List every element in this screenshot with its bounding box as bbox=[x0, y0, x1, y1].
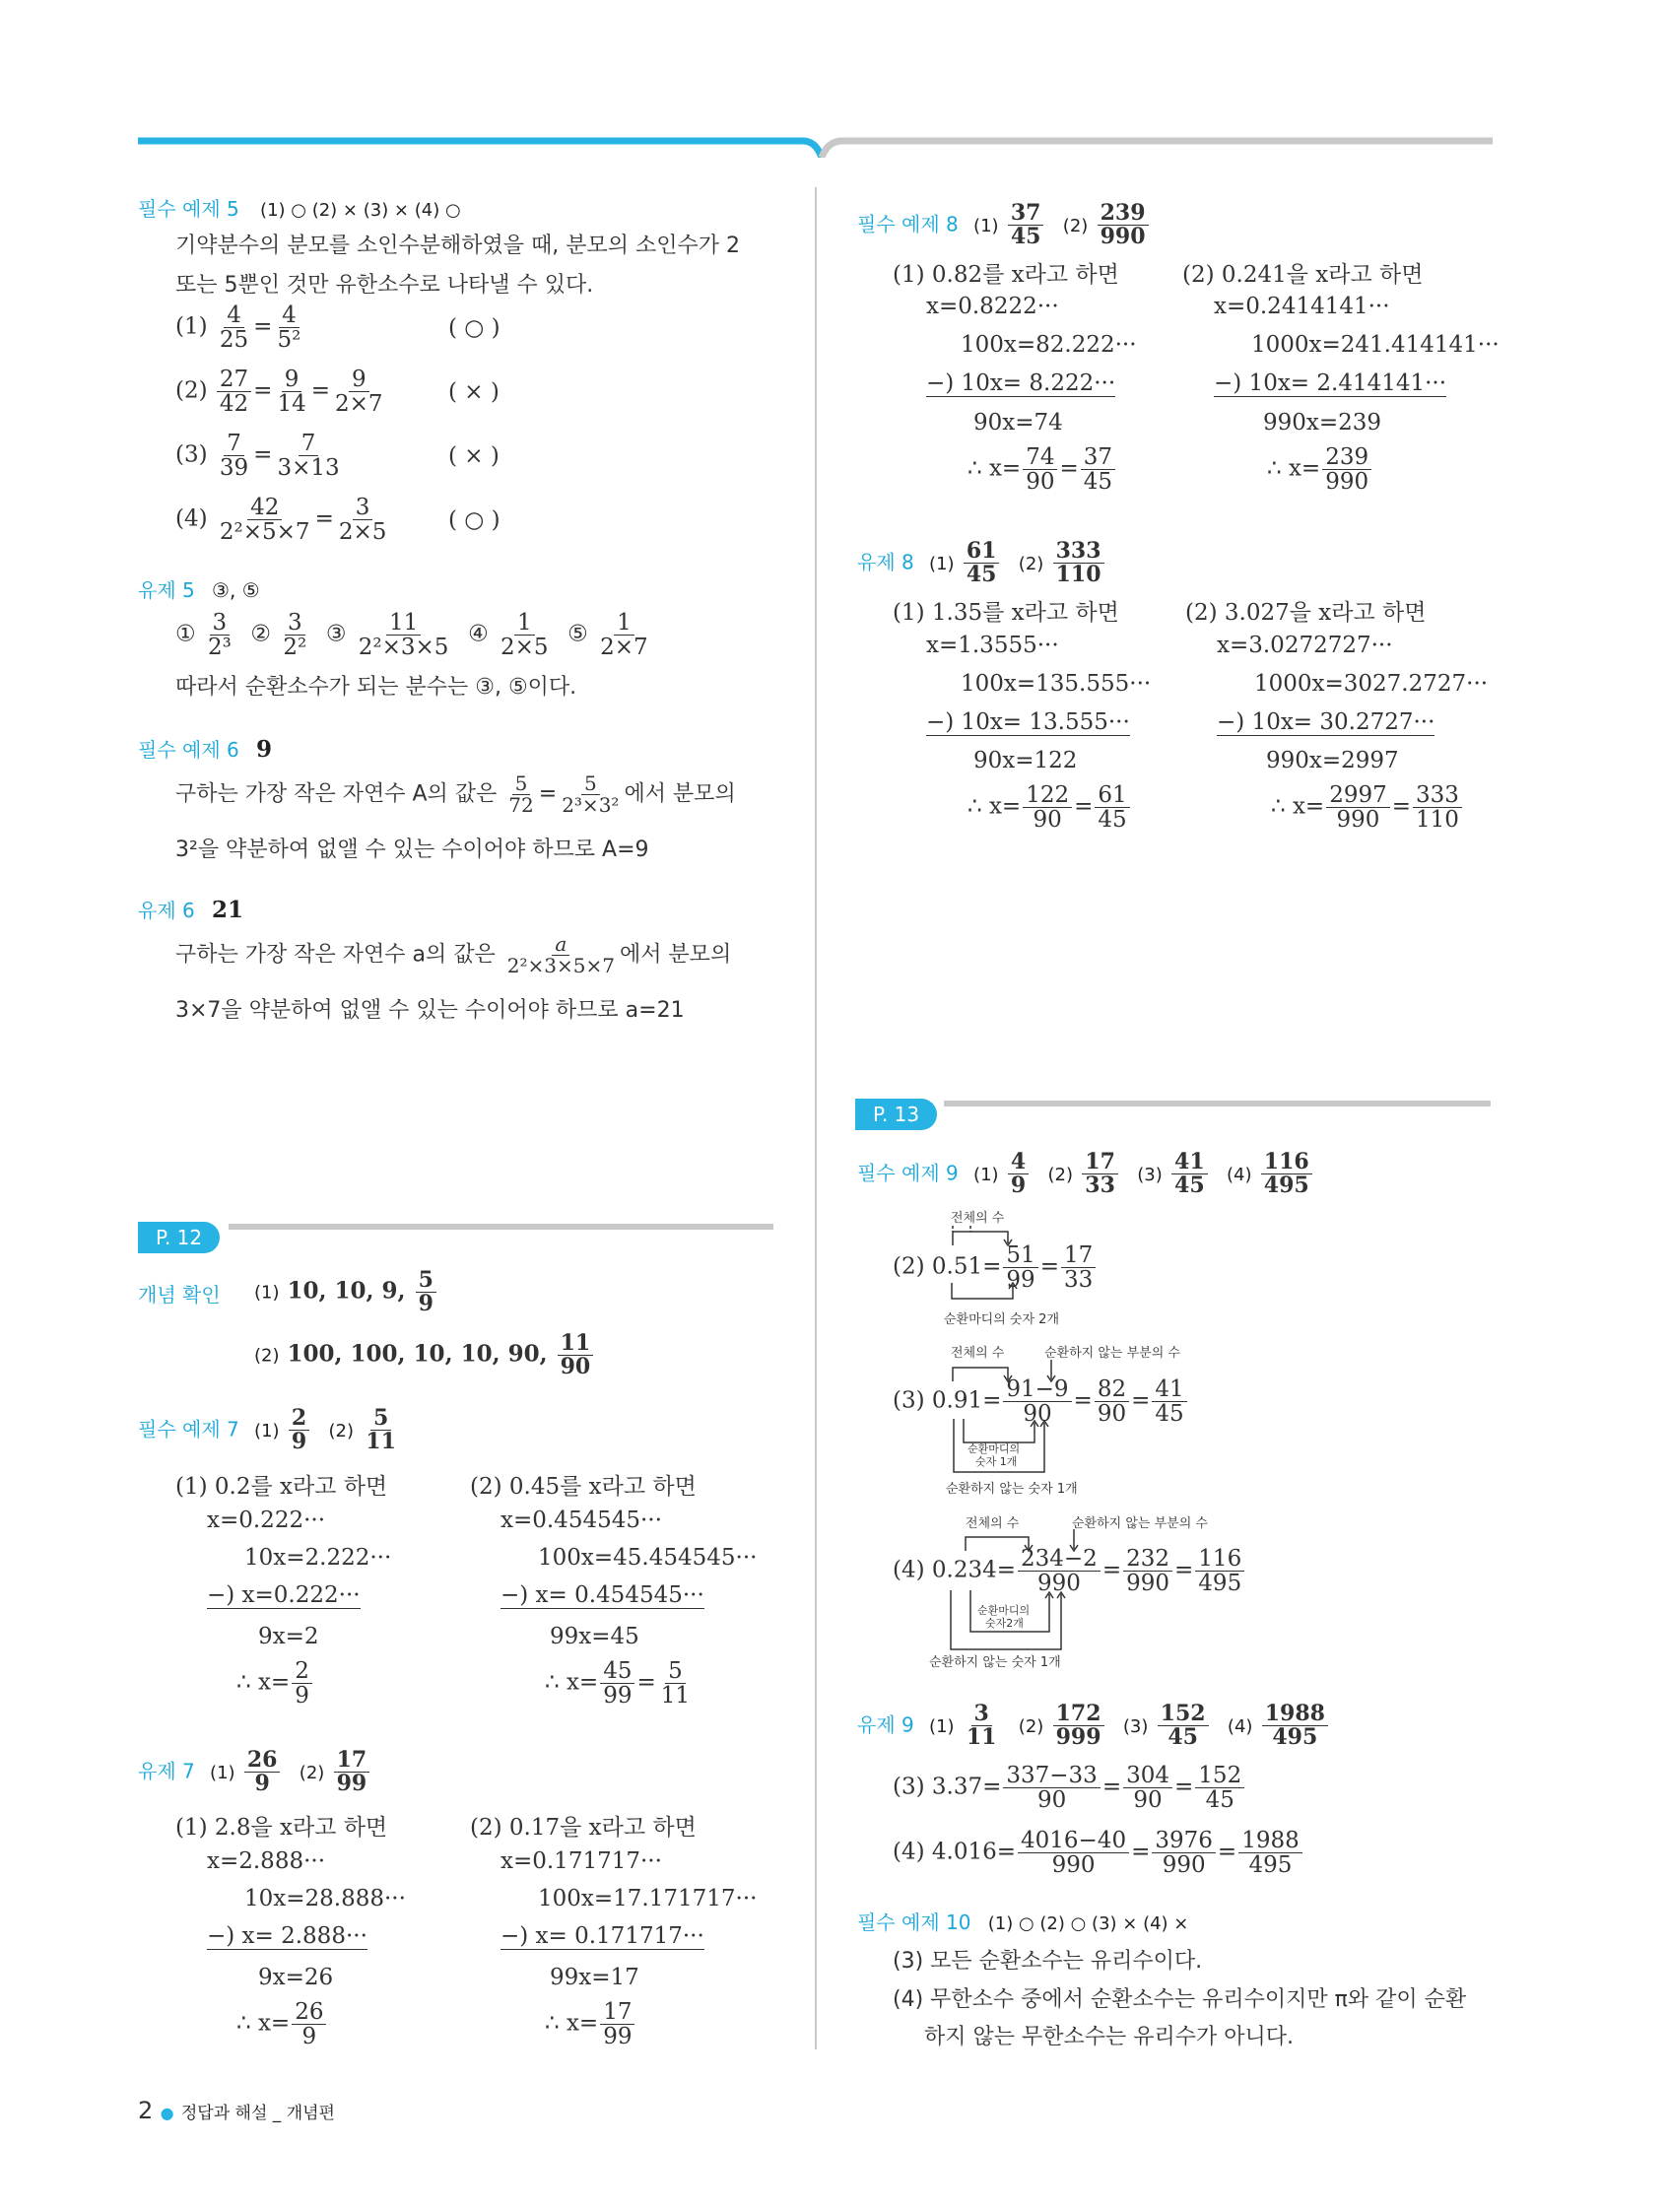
yu8-c2-l3: −) 10x= 30.2727··· bbox=[1217, 709, 1435, 735]
yu7-c1-l1: x=2.888··· bbox=[207, 1848, 326, 1874]
concept-answer1: (1) 10, 10, 9, $\frac{5}{9}$ bbox=[254, 1269, 438, 1315]
ex8-c1-l3: −) 10x= 8.222··· bbox=[926, 370, 1116, 396]
ex5-desc2: 또는 5뿐인 것만 유한소수로 나타낼 수 있다. bbox=[175, 273, 594, 298]
ex8-c1-l5: ∴ x= $\frac{74}{90}$ = $\frac{37}{45}$ bbox=[967, 445, 1117, 494]
ex7-c1-l1: x=0.222··· bbox=[207, 1508, 326, 1533]
ex5-mark3: ( × ) bbox=[448, 443, 500, 469]
ex9-3-nonrep: 순환하지 않는 부분의 수 bbox=[1044, 1346, 1180, 1361]
ex9-4-nonrep-count: 순환하지 않는 숫자 1개 bbox=[929, 1655, 1061, 1670]
ex8-c2-l3: −) 10x= 2.414141··· bbox=[1214, 370, 1447, 396]
ex5-heading: 필수 예제 5 (1) ○ (2) × (3) × (4) ○ bbox=[138, 197, 461, 221]
ex7-c2-l3: −) x= 0.454545··· bbox=[500, 1582, 704, 1608]
yu8-c1-l2: 100x=135.555··· bbox=[961, 671, 1152, 697]
ex9-2-eq: (2) 0.51= $\frac{51}{99}$ = $\frac{17}{33}$ bbox=[893, 1243, 1098, 1292]
section-rule-13 bbox=[944, 1101, 1491, 1106]
yu9-4-eq: (4) 4.016= $\frac{4016-40}{990}$ = $\frac{3976}{990}$ = $\frac{1988}{495}$ bbox=[893, 1829, 1304, 1877]
ex8-c2-l5: ∴ x= $\frac{239}{990}$ bbox=[1267, 445, 1373, 494]
yu5-conclusion: 따라서 순환소수가 되는 분수는 ③, ⑤이다. bbox=[175, 675, 577, 700]
yu6-line2: 3×7을 약분하여 없앨 수 있는 수이어야 하므로 a=21 bbox=[175, 998, 685, 1023]
yu8-c1-l1: x=1.3555··· bbox=[926, 633, 1059, 658]
ex5-item1: (1) $\frac{4}{25}$ = $\frac{4}{\text{5²}}$ bbox=[175, 302, 301, 354]
ex5-item4: (4) $\frac{42}{\text{2²×5×7}}$ = $\frac{3}{2\times 5}$ bbox=[175, 495, 387, 546]
yu8-c1-l5: ∴ x= $\frac{122}{90}$ = $\frac{61}{45}$ bbox=[967, 783, 1132, 832]
yu7-c2-l0: (2) 0.17을 x라고 하면 bbox=[470, 1815, 697, 1841]
ex8-c2-l4: 990x=239 bbox=[1263, 410, 1382, 436]
yu7-c2-l2: 100x=17.171717··· bbox=[538, 1886, 758, 1911]
yu8-c2-l0: (2) 3.027을 x라고 하면 bbox=[1185, 600, 1427, 626]
ex9-3-nonrep-count: 순환하지 않는 숫자 1개 bbox=[946, 1482, 1078, 1497]
ex9-4-whole: 전체의 수 bbox=[966, 1516, 1020, 1531]
ex9-2-whole: 전체의 수 bbox=[951, 1211, 1005, 1226]
ex9-4-nonrep: 순환하지 않는 부분의 수 bbox=[1072, 1516, 1208, 1531]
ex10-heading: 필수 예제 10 (1) ○ (2) ○ (3) × (4) × bbox=[857, 1910, 1189, 1934]
yu9-heading: 유제 9 (1) $\frac{3}{11}$ (2) $\frac{172}{999}$ (3) $\frac{152}{45}$ (4) $\frac{1988}{495}$ bbox=[857, 1703, 1330, 1749]
yu5-options: ① $\frac{3}{\text{2³}}$ ② $\frac{3}{\text{2²}}$ ③ $\frac{11}{\text{2²×3×5}}$ ④ $\frac{1}{2\times 5}$ ⑤ $\frac{1}{2\times 7}$ bbox=[175, 610, 648, 661]
ex8-c1-l4: 90x=74 bbox=[973, 410, 1063, 436]
yu8-c2-l4: 990x=2997 bbox=[1266, 748, 1399, 773]
ex7-c1-l2: 10x=2.222··· bbox=[244, 1545, 392, 1571]
column-divider bbox=[815, 187, 817, 2049]
ex8-c2-l1: x=0.2414141··· bbox=[1214, 294, 1390, 319]
ex5-mark2: ( × ) bbox=[448, 379, 500, 405]
ex10-l3: 하지 않는 무한소수는 유리수가 아니다. bbox=[924, 2025, 1294, 2049]
ex8-heading: 필수 예제 8 (1) $\frac{37}{45}$ (2) $\frac{239}{990}$ bbox=[857, 202, 1151, 248]
ex7-c2-l4: 99x=45 bbox=[550, 1624, 639, 1649]
ex7-c2-l5: ∴ x= $\frac{45}{99}$ = $\frac{5}{11}$ bbox=[545, 1658, 691, 1709]
footer: 2 ● 정답과 해설 _ 개념편 bbox=[138, 2097, 335, 2124]
yu7-c1-l3: −) x= 2.888··· bbox=[207, 1923, 367, 1949]
yu7-heading: 유제 7 (1) $\frac{26}{9}$ (2) $\frac{17}{99}$ bbox=[138, 1749, 371, 1795]
ex9-heading: 필수 예제 9 (1) $\frac{4}{9}$ (2) $\frac{17}{33}$ (3) $\frac{41}{45}$ (4) $\frac{116}{495}$ bbox=[857, 1151, 1314, 1197]
section-rule bbox=[229, 1224, 773, 1230]
yu7-c1-l2: 10x=28.888··· bbox=[244, 1886, 406, 1911]
yu6-line1: 구하는 가장 작은 자연수 a의 값은 $\frac{a}{\text{2²×3×5×7}}$ 에서 분모의 bbox=[175, 932, 732, 977]
ex7-heading: 필수 예제 7 (1) $\frac{2}{9}$ (2) $\frac{5}{11}$ bbox=[138, 1405, 396, 1455]
ex7-c1-l4: 9x=2 bbox=[258, 1624, 319, 1649]
yu8-c1-l0: (1) 1.35를 x라고 하면 bbox=[893, 600, 1119, 626]
ex6-heading: 필수 예제 6 9 bbox=[138, 736, 273, 763]
yu7-c1-l4: 9x=26 bbox=[258, 1965, 334, 1990]
ex5-item3: (3) $\frac{7}{39}$ = $\frac{7}{3\times 13}$ bbox=[175, 431, 340, 482]
ex9-3-rep: 순환마디의 숫자 1개 bbox=[967, 1442, 1021, 1468]
ex7-c2-l2: 100x=45.454545··· bbox=[538, 1545, 758, 1571]
yu8-heading: 유제 8 (1) $\frac{61}{45}$ (2) $\frac{333}{110}$ bbox=[857, 540, 1106, 586]
yu7-c2-l4: 99x=17 bbox=[550, 1965, 639, 1990]
concept-answer2: (2) 100, 100, 10, 10, 90, $\frac{11}{90}$ bbox=[254, 1332, 595, 1378]
ex7-c1-l0: (1) 0.2를 x라고 하면 bbox=[175, 1474, 388, 1500]
ex9-3-eq: (3) 0.91= $\frac{91-9}{90}$ = $\frac{82}{90}$ = $\frac{41}{45}$ bbox=[893, 1377, 1189, 1426]
ex8-c2-l2: 1000x=241.414141··· bbox=[1251, 332, 1500, 358]
header-decoration bbox=[0, 0, 1668, 158]
yu7-c1-l5: ∴ x= $\frac{26}{9}$ bbox=[236, 2000, 328, 2048]
yu7-c2-l5: ∴ x= $\frac{17}{99}$ bbox=[545, 2000, 636, 2048]
ex5-mark1: ( ○ ) bbox=[448, 315, 500, 341]
page-badge-12: P. 12 bbox=[138, 1222, 220, 1253]
page-badge-13: P. 13 bbox=[855, 1099, 937, 1130]
ex8-c1-l1: x=0.8222··· bbox=[926, 294, 1059, 319]
ex5-item2: (2) $\frac{27}{42}$ = $\frac{9}{14}$ = $\frac{9}{2\times 7}$ bbox=[175, 367, 383, 418]
ex8-c2-l0: (2) 0.241을 x라고 하면 bbox=[1182, 262, 1424, 288]
yu6-heading: 유제 6 21 bbox=[138, 897, 244, 923]
yu8-c2-l1: x=3.0272727··· bbox=[1217, 633, 1393, 658]
ex9-2-rep: 순환마디의 숫자 2개 bbox=[944, 1312, 1059, 1327]
ex7-c2-l1: x=0.454545··· bbox=[500, 1508, 662, 1533]
ex5-mark4: ( ○ ) bbox=[448, 507, 500, 533]
ex9-3-whole: 전체의 수 bbox=[951, 1346, 1005, 1361]
ex6-line2: 3²을 약분하여 없앨 수 있는 수이어야 하므로 A=9 bbox=[175, 838, 649, 862]
ex9-4-rep: 순환마디의 숫자2개 bbox=[977, 1604, 1031, 1630]
ex7-c2-l0: (2) 0.45를 x라고 하면 bbox=[470, 1474, 697, 1500]
ex6-line1: 구하는 가장 작은 자연수 A의 값은 $\frac{5}{72}$ = $\frac{5}{\text{2³×3²}}$ 에서 분모의 bbox=[175, 771, 736, 817]
yu7-c1-l0: (1) 2.8을 x라고 하면 bbox=[175, 1815, 388, 1841]
yu7-c2-l3: −) x= 0.171717··· bbox=[500, 1923, 704, 1949]
ex10-l1: (3) 모든 순환소수는 유리수이다. bbox=[893, 1949, 1203, 1974]
ex8-c1-l0: (1) 0.82를 x라고 하면 bbox=[893, 262, 1119, 288]
ex5-desc1: 기약분수의 분모를 소인수분해하였을 때, 분모의 소인수가 2 bbox=[175, 234, 740, 258]
yu8-c2-l5: ∴ x= $\frac{2997}{990}$ = $\frac{333}{110}$ bbox=[1271, 783, 1464, 832]
yu5-heading: 유제 5 ③, ⑤ bbox=[138, 578, 260, 602]
yu9-3-eq: (3) 3.37= $\frac{337-33}{90}$ = $\frac{304}{90}$ = $\frac{152}{45}$ bbox=[893, 1764, 1246, 1812]
ex7-c1-l3: −) x=0.222··· bbox=[207, 1582, 361, 1608]
ex10-l2: (4) 무한소수 중에서 순환소수는 유리수이지만 π와 같이 순환 bbox=[893, 1987, 1467, 2012]
ex8-c1-l2: 100x=82.222··· bbox=[961, 332, 1137, 358]
ex7-c1-l5: ∴ x= $\frac{2}{9}$ bbox=[236, 1659, 314, 1708]
yu8-c1-l3: −) 10x= 13.555··· bbox=[926, 709, 1130, 735]
ex9-4-eq: (4) 0.234= $\frac{234-2}{990}$ = $\frac{232}{990}$ = $\frac{116}{495}$ bbox=[893, 1547, 1246, 1595]
yu8-c1-l4: 90x=122 bbox=[973, 748, 1078, 773]
ex9-2-bracket bbox=[946, 1281, 1025, 1310]
concept-label: 개념 확인 bbox=[138, 1283, 221, 1307]
yu7-c2-l1: x=0.171717··· bbox=[500, 1848, 662, 1874]
yu8-c2-l2: 1000x=3027.2727··· bbox=[1254, 671, 1489, 697]
